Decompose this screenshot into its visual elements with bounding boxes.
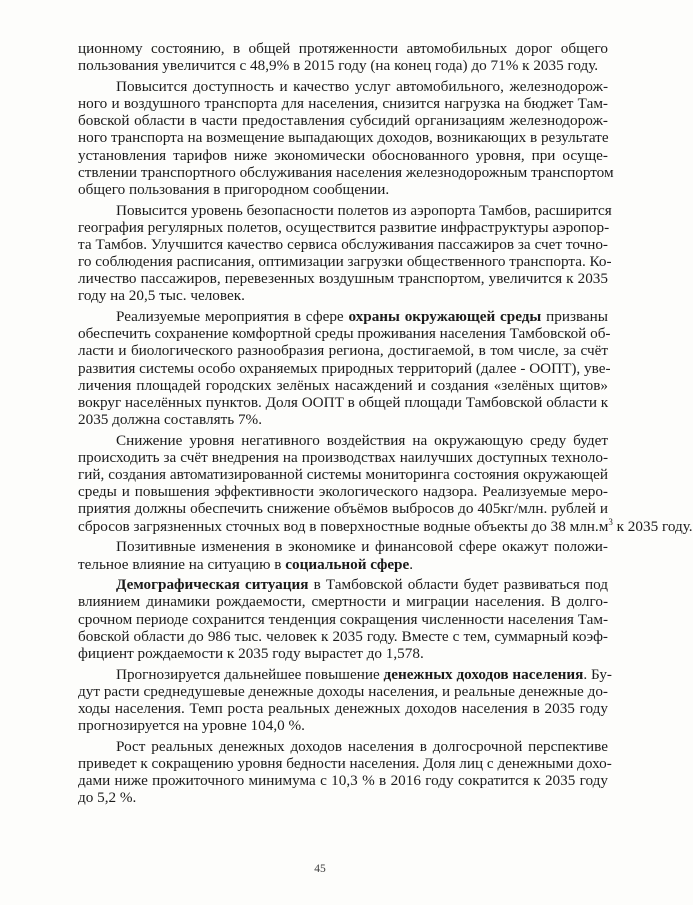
text-line: ного и воздушного транспорта для населения, снизится нагрузка на бюджет Там- [78, 95, 608, 113]
text-line: го соблюдения расписания, оптимизации загрузки общественного транспорта. Ко- [78, 253, 612, 271]
paragraph [78, 576, 608, 662]
text-line: году на 20,5 тыс. человек. [78, 287, 245, 305]
text-line: общего пользования в пригородном сообщении. [78, 180, 390, 198]
text-line: среды и повышения эффективности экологического надзора. Реализуемые меро- [78, 483, 608, 501]
text-line: Демографическая ситуация в Тамбовской области будет развиваться под [116, 576, 608, 594]
paragraph [78, 538, 608, 572]
text-line: Реализуемые мероприятия в сфере охраны окружающей среды призваны [116, 308, 608, 326]
text-line: ходы населения. Темп роста реальных денежных доходов населения в 2035 году [78, 699, 608, 717]
text-line: бовской области в части предоставления субсидий организациям железнодорож- [78, 112, 608, 130]
paragraph [78, 665, 612, 735]
text-line: бовской области до 986 тыс. человек к 2035 году. Вместе с тем, суммарный коэф- [78, 627, 608, 645]
text-line: приведет к сокращению уровня бедности населения. Доля лиц с денежными дохо- [78, 755, 612, 772]
text-line: обеспечить сохранение комфортной среды проживания населения Тамбовской об- [78, 325, 611, 343]
text-line: тельное влияние на ситуацию в социальной сфере. [78, 555, 414, 573]
text-line: происходить за счёт внедрения на производствах наилучших доступных техноло- [78, 448, 608, 466]
paragraph [78, 40, 608, 74]
text-line: гий, создания автоматизированной системы мониторинга состояния окружающей [78, 466, 608, 484]
text-line: Рост реальных денежных доходов населения в долгосрочной перспективе [116, 737, 608, 755]
text-line: личения площадей городских зелёных насаждений и создания «зелёных щитов» [78, 376, 608, 394]
paragraph [78, 431, 693, 535]
text-line: сбросов загрязненных сточных вод в поверхностные водные объекты до 38 $млн.м^3$ к 2035 году. [78, 516, 693, 535]
text-line: ствлении транспортного обслуживания населения железнодорожным транспортом [78, 163, 614, 181]
text-line: прогнозируется на уровне 104,0 %. [78, 717, 305, 735]
text-line: Прогнозируется дальнейшее повышение денежных доходов населения. Бу- [116, 665, 612, 683]
paragraph [78, 201, 612, 305]
text-line: Повысится доступность и качество услуг автомобильного, железнодорож- [116, 77, 608, 95]
text-line: фициент рождаемости к 2035 году вырастет до 1,578. [78, 644, 424, 662]
text-line: личество пассажиров, перевезенных воздушным транспортом, увеличится к 2035 [78, 270, 608, 288]
text-line: дут расти среднедушевые денежные доходы населения, и реальные денежные до- [78, 682, 608, 700]
paragraph [78, 77, 614, 198]
text-line: ного транспорта на возмещение выпадающих доходов, возникающих в результате [78, 129, 609, 147]
text-line: Снижение уровня негативного воздействия на окружающую среду будет [116, 431, 608, 449]
text-line: приятия должны обеспечить снижение объёмов выбросов до 405кг/млн. рублей и [78, 500, 608, 518]
text-line: пользования увеличится с 48,9% в 2015 году (на конец года) до 71% к 2035 году. [78, 57, 599, 75]
text-line: вокруг населённых пунктов. Доля ООПТ в общей площади Тамбовской области к [78, 393, 609, 411]
text-line: влиянием динамики рождаемости, смертности и миграции населения. В долго- [78, 593, 608, 611]
text-line: ласти и биологического разнообразия региона, достигаемой, в том числе, за счёт [78, 342, 608, 360]
text-line: Позитивные изменения в экономике и финансовой сфере окажут положи- [116, 538, 608, 556]
text-line: развития системы особо охраняемых природных территорий (далее - ООПТ), уве- [78, 359, 611, 377]
text-line: срочном периоде сохранится тенденция сокращения численности населения Там- [78, 610, 608, 628]
paragraph [78, 308, 611, 429]
page-number: 45 [314, 863, 326, 875]
paragraph [78, 737, 612, 807]
text-line: 2035 должна составлять 7%. [78, 411, 262, 429]
text-line: география регулярных полетов, осуществится развитие инфраструктуры аэропор- [78, 218, 610, 236]
document-body [78, 40, 693, 807]
text-line: Повысится уровень безопасности полетов из аэропорта Тамбов, расширится [116, 201, 612, 219]
text-line: та Тамбов. Улучшится качество сервиса обслуживания пассажиров за счет точно- [78, 235, 608, 253]
text-line: дами ниже прожиточного минимума с 10,3 % в 2016 году сократится к 2035 году [78, 772, 608, 790]
text-line: до 5,2 %. [78, 789, 137, 807]
text-line: установления тарифов ниже экономически обоснованного уровня, при осуще- [78, 146, 608, 164]
text-line: ционному состоянию, в общей протяженности автомобильных дорог общего [78, 40, 608, 57]
